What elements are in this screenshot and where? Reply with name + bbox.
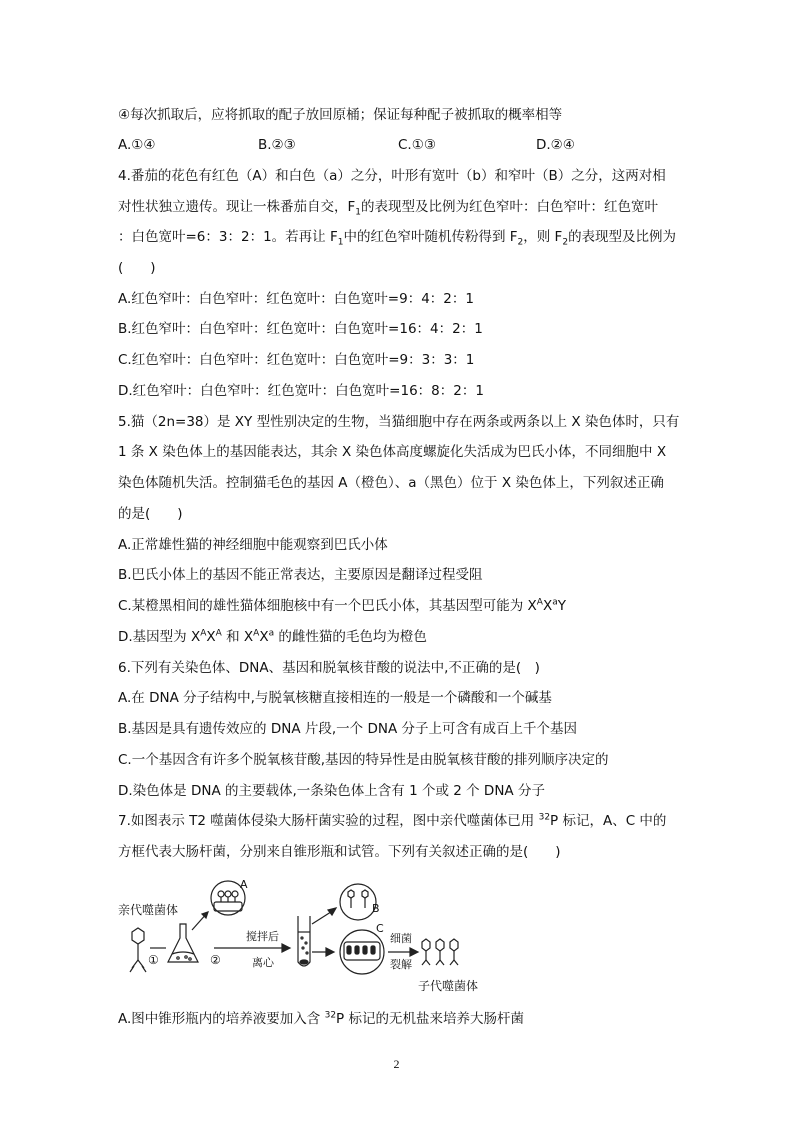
q7-stem-line1: 7.如图表示 T2 噬菌体侵染大肠杆菌实验的过程，图中亲代噬菌体已用 $^{32}$P 标记，A、C 中的: [118, 812, 667, 829]
label-lysis: 裂解: [390, 958, 412, 971]
label-B: B: [372, 902, 380, 915]
label-parent-phage: 亲代噬菌体: [118, 903, 179, 917]
q3-option-a: A.①④: [118, 137, 156, 153]
q5-option-b: B.巴氏小体上的基因不能正常表达，主要原因是翻译过程受阻: [118, 567, 483, 583]
q5-stem-line1: 5.猫（2n=38）是 XY 型性别决定的生物，当猫细胞中存在两条或两条以上 X 染色体时，只有: [118, 414, 680, 430]
q5-stem-line4: 的是( ): [118, 506, 183, 522]
q4-stem-line2: 对性状独立遗传。现让一株番茄自交，$F_1$的表现型及比例为红色窄叶：白色窄叶：红色宽叶: [118, 199, 658, 218]
page-number: 2: [393, 1057, 400, 1071]
q5-option-a: A.正常雄性猫的神经细胞中能观察到巴氏小体: [118, 537, 388, 553]
q7-stem-line2: 方框代表大肠杆菌，分别来自锥形瓶和试管。下列有关叙述正确的是( ): [118, 844, 561, 860]
label-A: A: [240, 880, 248, 891]
label-centrifuge: 离心: [252, 956, 274, 969]
q7-option-a: A.图中锥形瓶内的培养液要加入含 $^{32}$P 标记的无机盐来培养大肠杆菌: [118, 1010, 524, 1027]
label-offspring-phage: 子代噬菌体: [418, 979, 479, 993]
q5-option-d: D.基因型为 $X^AX^A$ 和 $X^AX^a$ 的雌性猫的毛色均为橙色: [118, 628, 427, 645]
q4-option-c: C.红色窄叶：白色窄叶：红色宽叶：白色宽叶=9：3：3：1: [118, 352, 475, 368]
label-C: C: [376, 922, 384, 935]
q6-option-b: B.基因是具有遗传效应的 DNA 片段,一个 DNA 分子上可含有成百上千个基因: [118, 721, 577, 737]
q5-stem-line3: 染色体随机失活。控制猫毛色的基因 A（橙色）、a（黑色）位于 X 染色体上，下列叙述正确: [118, 475, 664, 491]
offspring-phage-icons: [422, 939, 458, 965]
q3-option-b: B.②③: [258, 137, 296, 153]
q5-option-c: C.某橙黑相间的雄性猫体细胞核中有一个巴氏小体，其基因型可能为 $X^AX^aY$: [118, 597, 566, 614]
label-step1: ①: [148, 953, 159, 967]
label-step2: ②: [210, 953, 221, 967]
q5-stem-line2: 1 条 X 染色体上的基因能表达，其余 X 染色体高度螺旋化失活成为巴氏小体，不同细胞中 X: [118, 444, 667, 460]
conical-flask-icon: [168, 924, 198, 962]
q4-answer-paren: ( ): [118, 260, 156, 276]
q6-option-c: C.一个基因含有许多个脱氧核苷酸,基因的特异性是由脱氧核苷酸的排列顺序决定的: [118, 752, 609, 768]
q4-option-a: A.红色窄叶：白色窄叶：红色宽叶：白色宽叶=9：4：2：1: [118, 291, 474, 307]
q4-stem-line1: 4.番茄的花色有红色（A）和白色（a）之分，叶形有宽叶（b）和窄叶（B）之分，这两对相: [118, 168, 666, 184]
test-tube-icon: [298, 916, 310, 966]
q6-option-a: A.在 DNA 分子结构中,与脱氧核糖直接相连的一般是一个磷酸和一个碱基: [118, 690, 552, 706]
circle-B: [340, 884, 376, 920]
q3-option-d: D.②④: [536, 137, 575, 153]
parent-phage-icon: [130, 928, 146, 972]
q4-option-b: B.红色窄叶：白色窄叶：红色宽叶：白色宽叶=16：4：2：1: [118, 321, 483, 337]
q3-statement-4: ④每次抓取后，应将抓取的配子放回原桶；保证每种配子被抓取的概率相等: [118, 107, 563, 123]
q6-option-d: D.染色体是 DNA 的主要载体,一条染色体上含有 1 个或 2 个 DNA 分子: [118, 783, 545, 799]
q4-option-d: D.红色窄叶：白色窄叶：红色宽叶：白色宽叶=16：8：2：1: [118, 383, 484, 399]
label-mix: 搅拌后: [246, 930, 279, 943]
circle-C: [340, 930, 384, 974]
q4-stem-line3: ：白色宽叶=6：3：2：1。若再让 $F_1$中的红色窄叶随机传粉得到 $F_2$，则 $F_2$的表现型及比例为: [118, 229, 677, 248]
label-bacteria: 细菌: [390, 932, 412, 945]
q6-stem: 6.下列有关染色体、DNA、基因和脱氧核苷酸的说法中,不正确的是( ): [118, 660, 540, 676]
phage-infection-diagram: [118, 880, 588, 1000]
q3-option-c: C.①③: [398, 137, 436, 153]
